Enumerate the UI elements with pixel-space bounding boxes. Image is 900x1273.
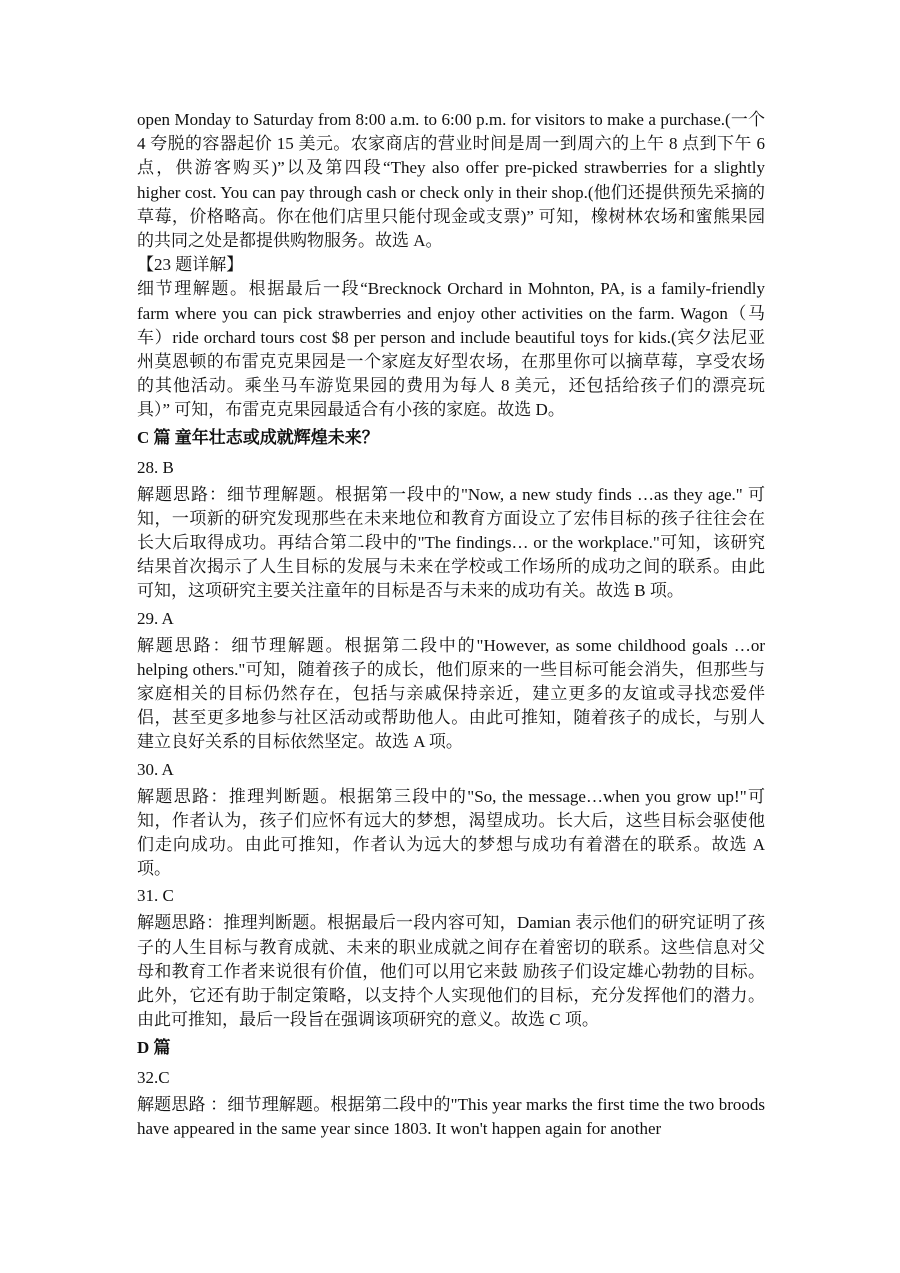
answer-29: 29. A [137,608,174,628]
answer-30: 30. A [137,759,174,779]
question-23-explanation: 细节理解题。根据最后一段“Brecknock Orchard in Mohnton, PA, is a family-friendly farm where you can pick strawberries and enjoy other activities on the farm. Wagon（马车）ride orchard tours cost $8 per person and include beautiful toys for kids.(宾夕法尼亚州莫恩顿的布雷克克果园是一个家庭友好型农场，在那里你可以摘草莓，享受农场的其他活动。乘坐马车游览果园的费用为每人 8 美元，还包括给孩子们的漂亮玩具）” 可知，布雷克克果园最适合有小孩的家庭。故选 D。 [137,279,765,420]
answer-32: 32.C [137,1067,170,1087]
answer-31: 31. C [137,886,174,906]
document-page [137,108,765,1141]
section-d-heading: D 篇 [137,1037,171,1057]
explanation-31: 解题思路：推理判断题。根据最后一段内容可知，Damian 表示他们的研究证明了孩子的人生目标与教育成就、未来的职业成就之间存在着密切的联系。这些信息对父母和教育工作者来说很有价值，他们可以用它来鼓 励孩子们设定雄心勃勃的目标。此外，它还有助于制定策略，以支持个人实现他们的目标，充分发挥他们的潜力。由此可推知，最后一段旨在强调该项研究的意义。故选 C 项。 [137,913,765,1030]
explanation-32: 解题思路 ：细节理解题。根据第二段中的"This year marks the first time the two broods have appeared in the same year since 1803. It won't happen again for another [137,1094,765,1138]
explanation-29: 解题思路：细节理解题。根据第二段中的"However, as some childhood goals …or helping others."可知，随着孩子的成长，他们原来的一些目标可能会消失，但那些与家庭相关的目标仍然存在，包括与亲戚保持亲近，建立更多的友谊或寻找恋爱伴侣，甚至更多地参与社区活动或帮助他人。由此可推知，随着孩子的成长，与别人建立良好关系的目标依然坚定。故选 A 项。 [137,635,765,752]
explanation-30: 解题思路：推理判断题。根据第三段中的"So, the message…when you grow up!"可知，作者认为，孩子们应怀有远大的梦想，渴望成功。长大后，这些目标会驱使他们走向成功。由此可推知，作者认为远大的梦想与成功有着潜在的联系。故选 A 项。 [137,786,765,879]
question-23-header: 【23 题详解】 [137,255,244,275]
section-c-heading: C 篇 童年壮志或成就辉煌未来？ [137,427,379,447]
continued-paragraph-b22: open Monday to Saturday from 8:00 a.m. to 6:00 p.m. for visitors to make a purchase.(一个 4 夸脱的容器起价 15 美元。农家商店的营业时间是周一到周六的上午 8 点到下午 6 点，供游客购买)”以及第四段“They also offer pre-picked strawberries for a slightly higher cost. You can pay through cash or check only in their shop.(他们还提供预先采摘的草莓，价格略高。你在他们店里只能付现金或支票)” 可知，橡树林农场和蜜熊果园的共同之处是都提供购物服务。故选 A。 [137,110,765,251]
answer-28: 28. B [137,457,174,477]
explanation-28: 解题思路：细节理解题。根据第一段中的"Now, a new study finds …as they age." 可知，一项新的研究发现那些在未来地位和教育方面设立了宏伟目标的孩子往往会在长大后取得成功。再结合第二段中的"The findings… or the workplace."可知，该研究结果首次揭示了人生目标的发展与未来在学校或工作场所的成功之间的联系。由此可知，这项研究主要关注童年的目标是否与未来的成功有关。故选 B 项。 [137,484,765,601]
